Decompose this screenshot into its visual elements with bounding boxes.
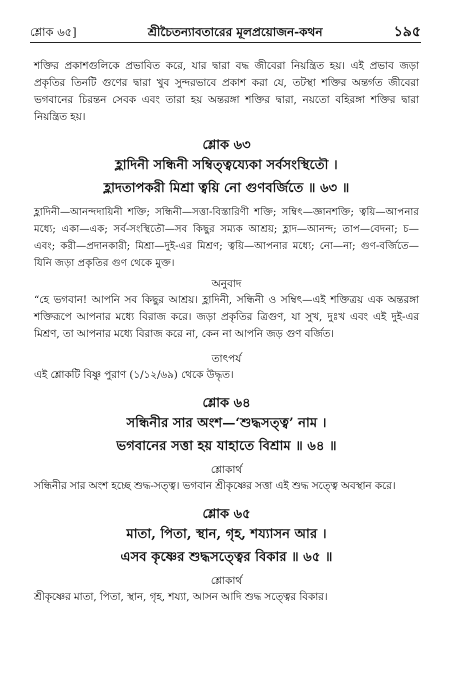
sloka-63-purport-label: তাৎপর্য — [211, 353, 242, 365]
sloka-63-translation: “হে ভগবান! আপনি সব কিছুর আশ্রয়। হ্লাদিনী, সন্ধিনী ও সম্বিৎ—এই শক্তিত্রয় এক অন্তরঙ্গা শক্তিরূপে আপনার মধ্যে বিরাজ করে। জড়া প্রকৃতির ত্রিগুণ, যা সুখ, দুঃখ এবং এই দুই-এর মিশ্রণ, তা আপনার মধ্যে বিরাজ করে না, কেন না আপনি জড় গুণ বর্জিত। — [34, 294, 419, 340]
page-number: ১৯৫ — [393, 24, 421, 40]
sloka-64-heading: শ্লোক ৬৪ — [202, 396, 251, 411]
sloka-65-heading: শ্লোক ৬৫ — [202, 507, 251, 522]
header-verse-ref: শ্লোক ৬৫] — [30, 25, 77, 39]
running-header — [30, 20, 421, 40]
page-content — [34, 58, 419, 606]
sloka-64-meaning: সন্ধিনীর সার অংশ হচ্ছে শুদ্ধ-সত্ত্ব। ভগবান শ্রীকৃষ্ণের সত্তা এই শুদ্ধ সত্ত্বে অবস্থান করে। — [34, 480, 396, 492]
sloka-64-line-1: সন্ধিনীর সার অংশ—‘শুদ্ধসত্ত্ব’ নাম । — [126, 416, 327, 431]
intro-paragraph: শক্তির প্রকাশগুলিকে প্রভাবিত করে, যার দ্বারা বদ্ধ জীবেরা নিয়ন্ত্রিত হয়। এই প্রভাব জড়া প্রকৃতির তিনটি গুণের দ্বারা খুব সুন্দরভাবে প্রকাশ করা যে, তটস্থা শক্তির অন্তর্গত জীবেরা ভগবানের চিরন্তন সেবক এবং তারা হয় অন্তরঙ্গা শক্তির দ্বারা, নয়তো বহিরঙ্গা শক্তির দ্বারা নিয়ন্ত্রিত হয়। — [34, 60, 419, 123]
sloka-63-line-2: হ্লাদতাপকরী মিশ্রা ত্বয়ি নো গুণবর্জিতে ॥ ৬৩ ॥ — [103, 181, 350, 196]
sloka-65-line-1: মাতা, পিতা, স্থান, গৃহ, শয্যাসন আর । — [126, 527, 327, 542]
header-rule — [30, 42, 421, 43]
sloka-64-meaning-label: শ্লোকার্থ — [210, 464, 243, 476]
sloka-63-purport: এই শ্লোকটি বিষ্ণু পুরাণ (১/১২/৬৯) থেকে উদ্ধৃত। — [34, 369, 234, 381]
header-chapter-title: শ্রীচৈতন্যাবতারের মূলপ্রয়োজন-কথন — [147, 25, 323, 39]
sloka-65-meaning-label: শ্লোকার্থ — [210, 575, 243, 587]
sloka-65-meaning: শ্রীকৃষ্ণের মাতা, পিতা, স্থান, গৃহ, শয্যা, আসন আদি শুদ্ধ সত্ত্বের বিকার। — [34, 591, 328, 603]
sloka-63-translation-label: অনুবাদ — [211, 278, 242, 290]
sloka-64-line-2: ভগবানের সত্তা হয় যাহাতে বিশ্রাম ॥ ৬৪ ॥ — [116, 439, 337, 454]
sloka-63-word-meanings: হ্লাদিনী—আনন্দদায়িনী শক্তি; সন্ধিনী—সত্তা-বিস্তারিণী শক্তি; সম্বিৎ—জ্ঞানশক্তি; ত্বয়ি—আপনার মধ্যে; একা—এক; সর্ব-সংস্থিতৌ—সব কিছুর সম্যক আশ্রয়; হ্লাদ—আনন্দ; তাপ—বেদনা; চ—এবং; করী—প্রদানকারী; মিশ্রা—দুই-এর মিশ্রণ; ত্বয়ি—আপনার মধ্যে; নো—না; গুণ-বর্জিতে—যিনি জড়া প্রকৃতির গুণ থেকে মুক্ত। — [34, 207, 419, 269]
sloka-63-heading: শ্লোক ৬৩ — [202, 138, 251, 153]
sloka-63-line-1: হ্লাদিনী সন্ধিনী সম্বিত্ত্বয্যেকা সর্বসংস্থিতৌ । — [115, 158, 338, 173]
sloka-65-line-2: এসব কৃষ্ণের শুদ্ধসত্ত্বের বিকার ॥ ৬৫ ॥ — [120, 550, 333, 565]
